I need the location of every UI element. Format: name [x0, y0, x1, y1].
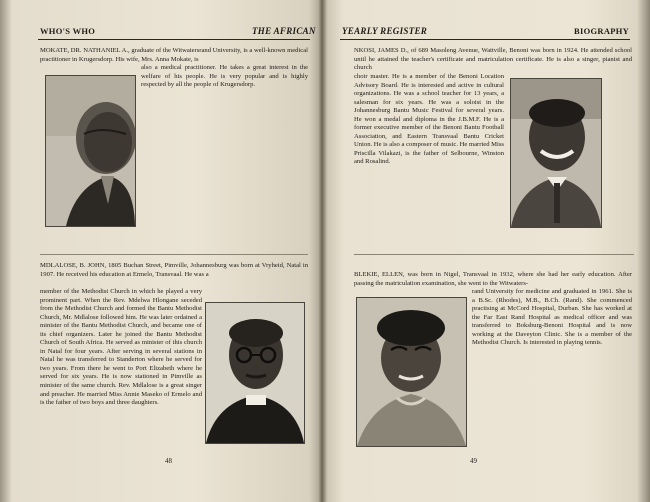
portrait-photo-mokate — [45, 75, 136, 227]
entry-mokate-lead — [40, 47, 308, 64]
header-right-title: BIOGRAPHY — [574, 26, 630, 36]
portrait-photo-blekie — [356, 297, 467, 447]
entry-name: MOKATE, DR. NATHANIEL A., — [40, 47, 130, 54]
header-rule-right — [340, 39, 630, 40]
entry-text: was born in Nigel, Transvaal in 1932, where she had her early education. After passing the matriculation examination, she went to the Witwaters- — [354, 271, 633, 287]
header-left-center: THE AFRICAN — [252, 26, 316, 36]
book-gutter — [318, 0, 326, 502]
entry-name: NKOSI, JAMES D., — [354, 47, 409, 54]
entry-text: 1805 Buchan Street, Pimville, Johannesburg was born at Vryheid, Natal in 1907. He received his education at Ermelo, Transvaal. He was a — [40, 262, 309, 278]
entry-nkosi-wrap: choir master. He is a member of the Benoni Location Advisory Board. He is interested and active in cultural organizations. He was a school teacher for 13 years, a salesman for six years. He was a soloist in the Johannesburg Bantu Music Festival for several years. He won a medal and diploma in the J.B.M.F. He is a former executive member of the Benoni Bantu Football Association, and Eastern Transvaal Bantu Cricket Union. He is also a composer of music. He married Miss Priscilla Vilakazi, is the father of Selbourne, Winston and Rosalind. — [354, 73, 504, 166]
entry-blekie-lead — [354, 271, 632, 288]
entry-divider-right — [354, 254, 634, 255]
page-number-right: 49 — [470, 457, 477, 465]
entry-nkosi-lead — [354, 47, 632, 73]
entry-name: MDLALOSE, B. JOHN, — [40, 262, 107, 269]
entry-mdlalose-lead — [40, 262, 308, 279]
header-left-title: WHO'S WHO — [40, 26, 96, 36]
left-page — [0, 0, 322, 502]
entry-text: of 689 Masoleng Avenue, Wattville, Benoni was born in 1924. He attended school until he attained the teacher's certificate and matriculation certificate. He is also a singer, pianist and church — [354, 47, 632, 72]
entry-name: BLEKIE, ELLEN, — [354, 271, 405, 278]
portrait-photo-nkosi — [510, 78, 602, 228]
page-number-left: 48 — [165, 457, 172, 465]
entry-mokate-wrap: also a medical practitioner. He takes a great interest in the welfare of his people. He is very popular and is highly respected by all the people of Krugersdorp. — [141, 64, 308, 89]
entry-divider-left — [40, 254, 308, 255]
entry-mdlalose-wrap: member of the Methodist Church in which he played a very prominent part. When the Rev. Mdelwa Hlongane seceded from the Methodist Church and formed the Bantu Methodist Church, Mr. Mdlalose followed him. He was later ordained a minister of the Bantu Methodist Church, and became one of its chief organizers. Later he joined the Bantu Methodist Church of South Africa. He served as minister of this church in Natal for four years. After serving in several stations in Natal he was transferred to Standerton where he served for two years. From there he went to Port Elizabeth where he served for six years. He is now stationed in Pimville as minister of the same church. Rev. Mdlalose is a great singer and preacher. He married Miss Annie Maseko of Ermelo and is the father of two boys and three daughters. — [40, 288, 202, 407]
portrait-photo-mdlalose — [205, 302, 305, 444]
right-page — [322, 0, 650, 502]
entry-blekie-wrap: rand University for medicine and graduated in 1961. She is a B.Sc. (Rhodes), M.B., B.Ch. (Rand). She commenced practising at McCord Hospital, Durban. She has worked at the Far East Rand Hospital as medical officer and was transferred to Boksburg-Benoni Hospital and is now working at the Daveyton Clinic. She is a member of the Methodist Church. Is interested in playing tennis. — [472, 288, 632, 347]
header-rule-left — [38, 39, 310, 40]
header-right-center: YEARLY REGISTER — [342, 26, 428, 36]
entry-text: graduate of the Witwatersrand University, is a well-known medical practitioner in Krugersdorp. His wife, Mrs. Anna Mokate, is — [40, 47, 308, 63]
